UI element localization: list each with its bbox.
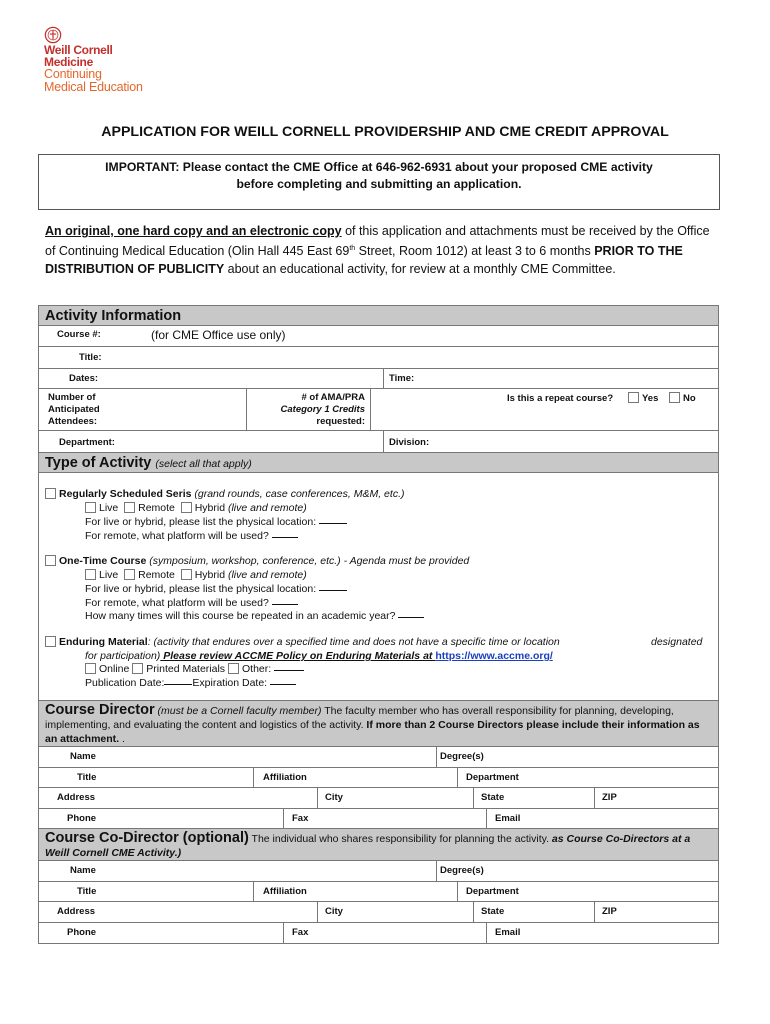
- co-director-phone-row[interactable]: Phone Fax Email: [39, 923, 718, 944]
- wcm-seal-icon: [44, 26, 62, 44]
- logo-line-4: Medical Education: [44, 80, 143, 94]
- type-of-activity-heading: Type of Activity (select all that apply): [39, 453, 718, 473]
- director-phone-row[interactable]: Phone Fax Email: [39, 809, 718, 830]
- otc-platform-question[interactable]: For remote, what platform will be used?: [85, 597, 298, 609]
- otc-repeat-question[interactable]: How many times will this course be repeated in an academic year?: [85, 610, 424, 622]
- otc-checkbox[interactable]: [45, 555, 56, 566]
- otc-format-options[interactable]: Live Remote Hybrid (live and remote): [85, 569, 307, 581]
- attendees-label: Number of Anticipated Attendees:: [48, 392, 100, 427]
- wcm-cme-logo: [44, 26, 174, 94]
- rss-remote-checkbox[interactable]: [124, 502, 135, 513]
- intro-part-2: Street, Room 1012) at least 3 to 6 months: [355, 244, 595, 258]
- activity-info-heading: Activity Information: [39, 306, 718, 326]
- repeat-no-checkbox[interactable]: [669, 392, 680, 403]
- em-other-checkbox[interactable]: [228, 663, 239, 674]
- intro-part-3: about an educational activity, for review at a monthly CME Committee.: [224, 262, 616, 276]
- intro-sup: th: [349, 245, 356, 252]
- director-title-row[interactable]: Title Affiliation Department: [39, 768, 718, 789]
- course-number-label: Course #:: [57, 329, 101, 340]
- rss-hybrid-checkbox[interactable]: [181, 502, 192, 513]
- time-label: Time:: [389, 373, 415, 384]
- page-title: APPLICATION FOR WEILL CORNELL PROVIDERSHIP AND CME CREDIT APPROVAL: [101, 124, 669, 140]
- em-online-checkbox[interactable]: [85, 663, 96, 674]
- em-designated: designated: [651, 636, 703, 648]
- repeat-course-label: Is this a repeat course?: [507, 393, 614, 404]
- repeat-no-option[interactable]: No: [669, 392, 696, 404]
- course-number-row[interactable]: [39, 326, 718, 347]
- credits-label: # of AMA/PRA Category 1 Credits requested:: [280, 392, 365, 427]
- course-number-note: (for CME Office use only): [151, 328, 286, 342]
- attendees-credits-row: [39, 389, 718, 431]
- department-label: Department:: [59, 437, 115, 448]
- em-policy-line: for participation) Please review ACCME Policy on Enduring Materials at https://www.accme.org/: [85, 650, 553, 662]
- otc-option[interactable]: One-Time Course (symposium, workshop, conference, etc.) - Agenda must be provided: [45, 555, 469, 567]
- em-option[interactable]: Enduring Material: (activity that endures over a specified time and does not have a specific time or location: [45, 636, 560, 648]
- co-director-title-row[interactable]: Title Affiliation Department: [39, 882, 718, 903]
- repeat-yes-option[interactable]: Yes: [628, 392, 658, 404]
- title-row[interactable]: [39, 347, 718, 369]
- dates-time-row: [39, 369, 718, 389]
- rss-live-checkbox[interactable]: [85, 502, 96, 513]
- co-director-heading: Course Co-Director (optional) The individual who shares responsibility for planning the activity. as Course Co-Directors at a Weill Cornell CME Activity.): [39, 829, 718, 861]
- rss-option[interactable]: Regularly Scheduled Seris (grand rounds, case conferences, M&M, etc.): [45, 488, 404, 500]
- intro-underlined: An original, one hard copy and an electronic copy: [45, 224, 342, 238]
- logo-line-3: Continuing: [44, 67, 102, 81]
- logo-line-1: Weill Cornell: [44, 43, 113, 57]
- course-director-heading: Course Director (must be a Cornell faculty member) The faculty member who has overall responsibility for planning, developing, implementing, and evaluating the content and logistics of the activity. If more than 2 Course Directors please include their information as an attachment. .: [39, 701, 718, 747]
- director-name-row[interactable]: Name Degree(s): [39, 747, 718, 768]
- important-line-1: IMPORTANT: Please contact the CME Office at 646-962-6931 about your proposed CME activity: [105, 160, 653, 174]
- otc-live-checkbox[interactable]: [85, 569, 96, 580]
- title-label: Title:: [79, 352, 102, 363]
- otc-remote-checkbox[interactable]: [124, 569, 135, 580]
- application-form: [38, 305, 719, 944]
- type-of-activity-body: [39, 473, 718, 701]
- em-printed-checkbox[interactable]: [132, 663, 143, 674]
- dates-label: Dates:: [69, 373, 99, 384]
- department-division-row: [39, 431, 718, 453]
- rss-format-options[interactable]: Live Remote Hybrid (live and remote): [85, 502, 307, 514]
- otc-hybrid-checkbox[interactable]: [181, 569, 192, 580]
- em-dates[interactable]: Publication Date: Expiration Date:: [85, 677, 296, 689]
- logo-line-2: Medicine: [44, 55, 93, 69]
- otc-location-question[interactable]: For live or hybrid, please list the physical location:: [85, 583, 347, 595]
- intro-bold: PRIOR TO THE DISTRIBUTION OF PUBLICITY: [45, 244, 683, 276]
- important-notice: [38, 154, 720, 210]
- rss-location-question[interactable]: For live or hybrid, please list the physical location:: [85, 516, 347, 528]
- rss-checkbox[interactable]: [45, 488, 56, 499]
- intro-part-1: of this application and attachments must be received by the Office of Continuing Medical Education (Olin Hall 445 East 69: [45, 224, 710, 258]
- em-format-options[interactable]: Online Printed Materials Other:: [85, 663, 304, 675]
- division-label: Division:: [389, 437, 430, 448]
- repeat-yes-checkbox[interactable]: [628, 392, 639, 403]
- accme-link[interactable]: https://www.accme.org/: [435, 650, 553, 662]
- rss-platform-question[interactable]: For remote, what platform will be used?: [85, 530, 298, 542]
- intro-paragraph: [45, 222, 715, 278]
- important-line-2: before completing and submitting an application.: [236, 177, 522, 191]
- director-address-row[interactable]: Address City State ZIP: [39, 788, 718, 809]
- em-checkbox[interactable]: [45, 636, 56, 647]
- co-director-name-row[interactable]: Name Degree(s): [39, 861, 718, 882]
- co-director-address-row[interactable]: Address City State ZIP: [39, 902, 718, 923]
